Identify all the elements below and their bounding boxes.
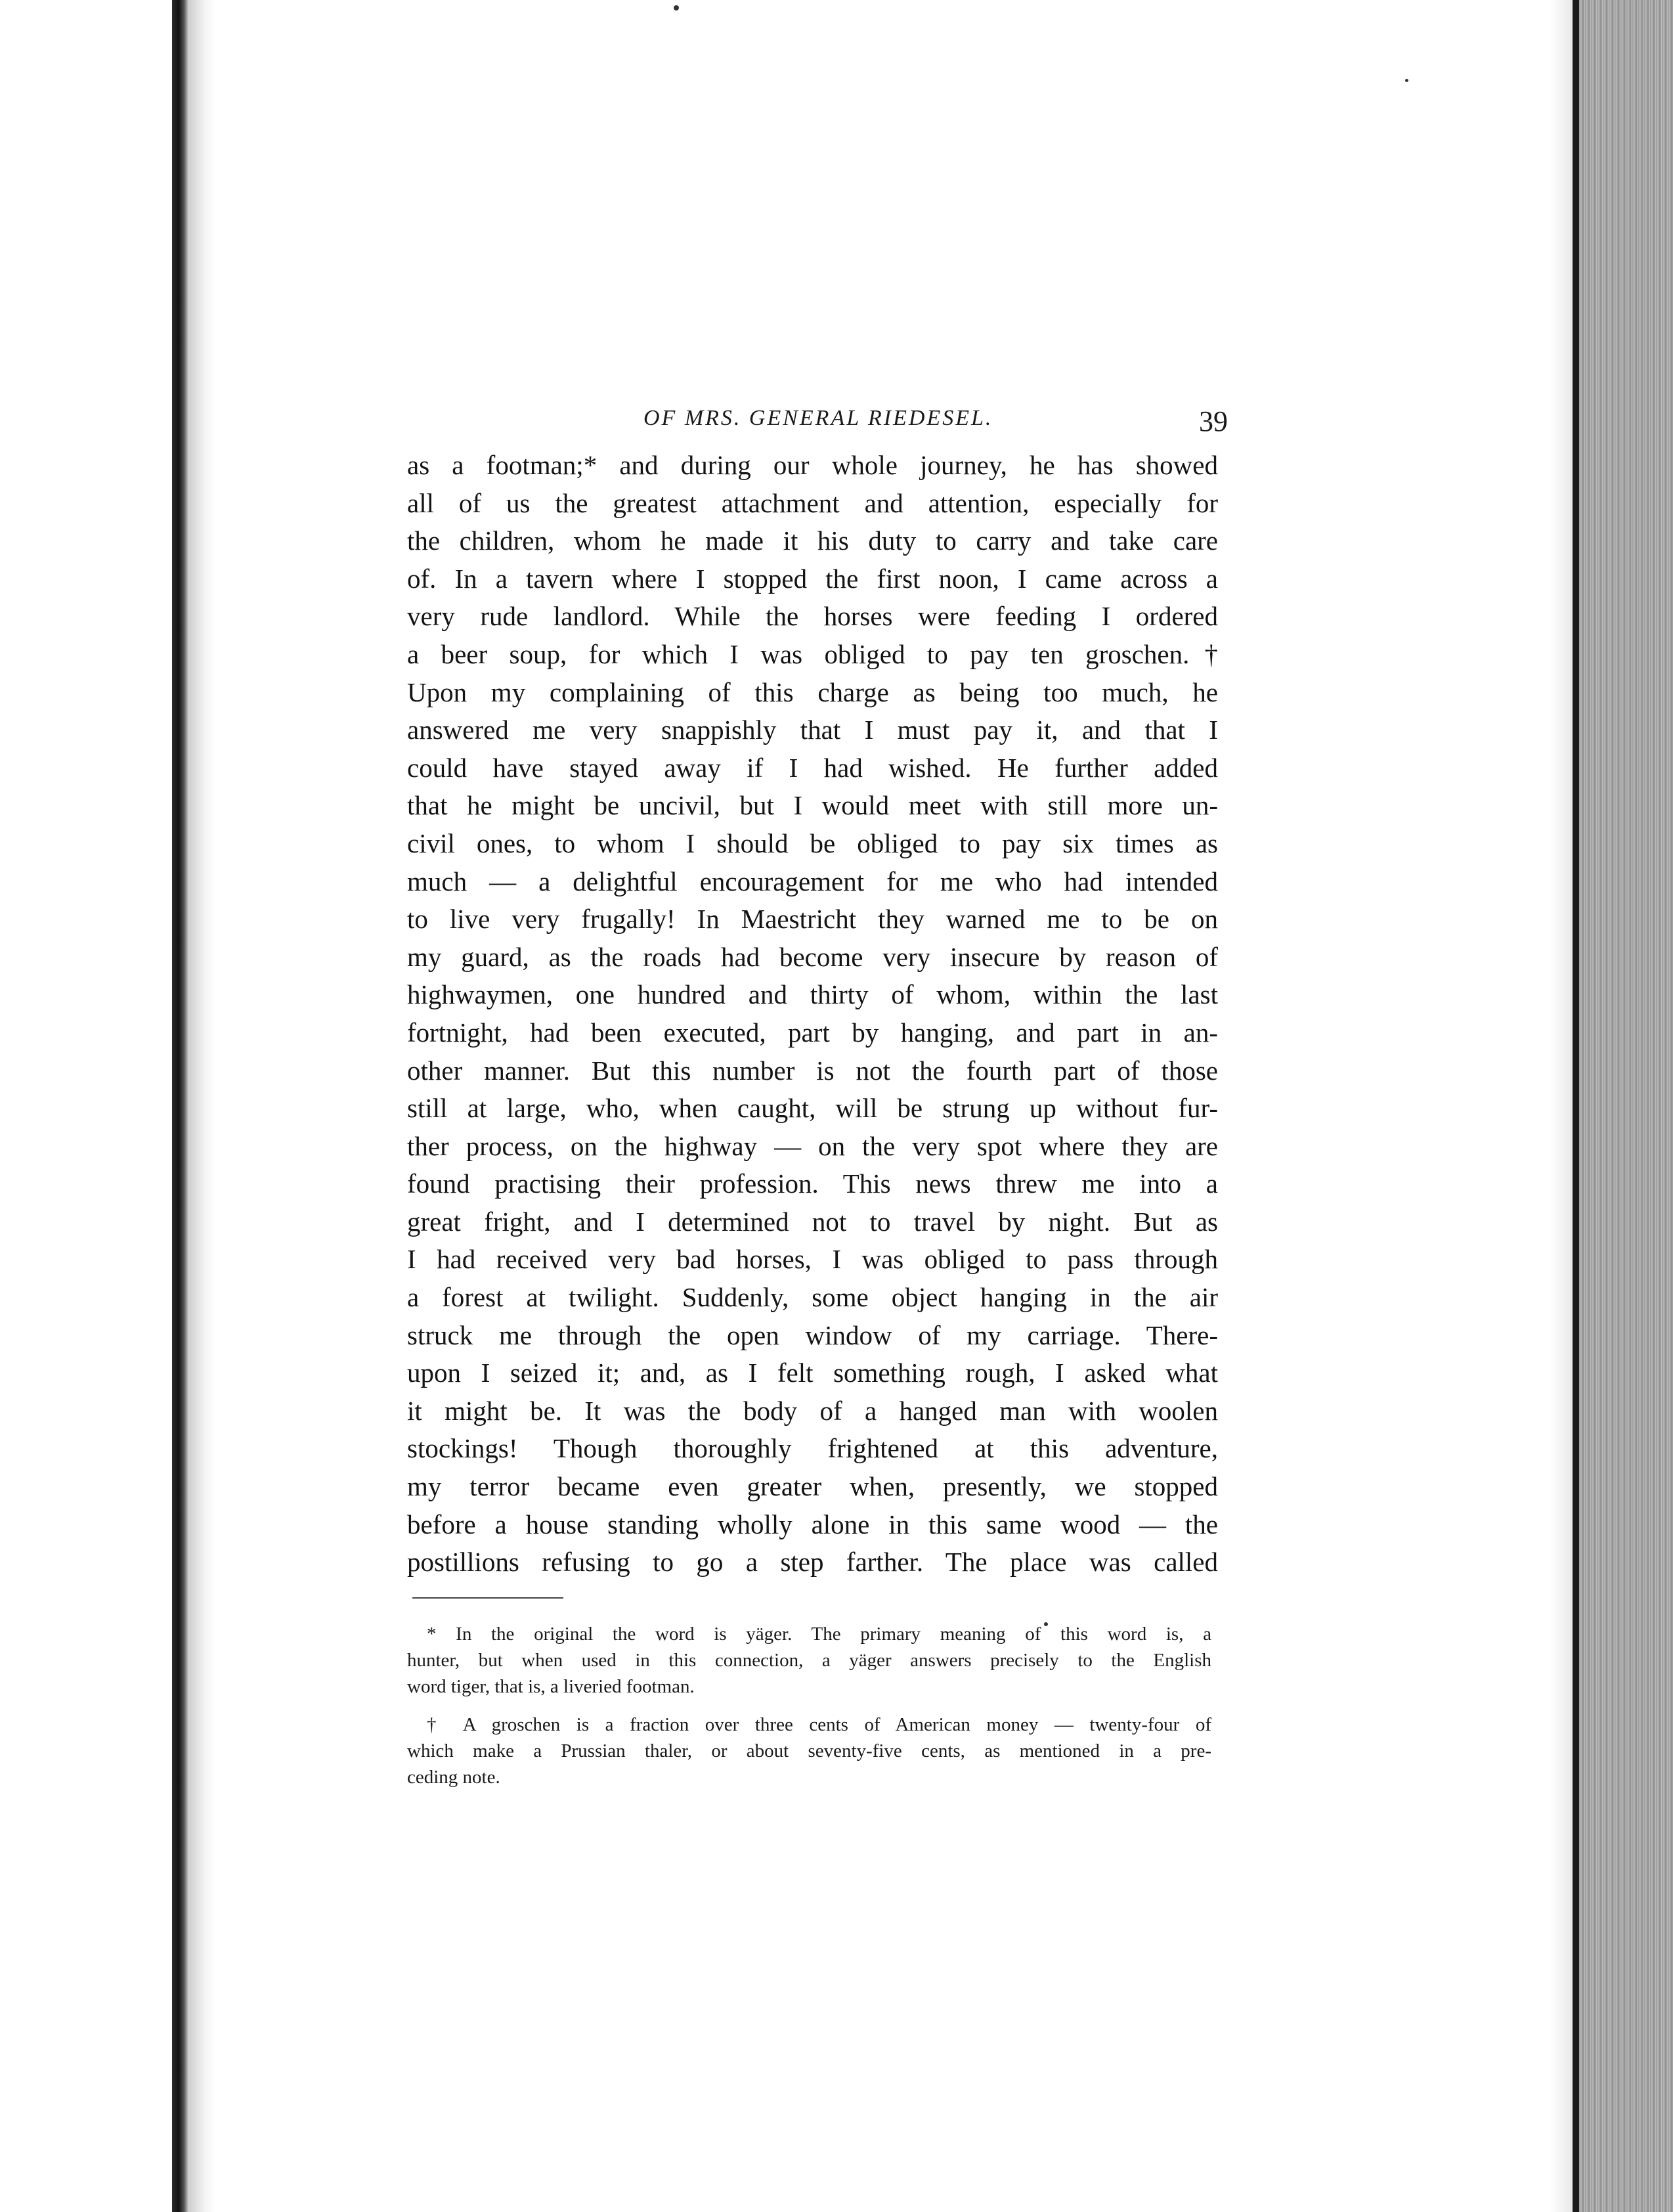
footnote-line: word tiger, that is, a liveried footman. xyxy=(407,1675,695,1697)
text-line: civil ones, to whom I should be obliged to pay six times as xyxy=(407,828,1218,858)
text-line: of. In a tavern where I stopped the first noon, I came across a xyxy=(407,563,1218,594)
page-number: 39 xyxy=(1199,405,1228,437)
text-line: my guard, as the roads had become very insecure by reason of xyxy=(407,941,1218,972)
text-line: the children, whom he made it his duty to carry and take care xyxy=(407,525,1218,556)
text-line: stockings! Though thoroughly frightened at this adventure, xyxy=(407,1433,1218,1464)
text-line: other manner. But this number is not the fourth part of those xyxy=(407,1055,1218,1086)
text-line: great fright, and I determined not to travel by night. But as xyxy=(407,1206,1218,1237)
text-line: answered me very snappishly that I must pay it, and that I xyxy=(407,715,1218,745)
text-line: very rude landlord. While the horses were feeding I ordered xyxy=(407,601,1218,632)
running-head xyxy=(407,394,1228,447)
text-line: much — a delightful encouragement for me who had intended xyxy=(407,866,1218,896)
text-line: found practising their profession. This news threw me into a xyxy=(407,1168,1218,1199)
footnote-line: which make a Prussian thaler, or about seventy-five cents, as mentioned in a pre- xyxy=(407,1740,1211,1761)
book-page xyxy=(407,394,1228,1790)
footnote-line: * In the original the word is yäger. The primary meaning of this word is, a xyxy=(427,1623,1211,1645)
text-line: my terror became even greater when, presently, we stopped xyxy=(407,1471,1218,1502)
text-line: I had received very bad horses, I was obliged to pass through xyxy=(407,1244,1218,1275)
scan-speck xyxy=(674,5,679,11)
footnote-line: † A groschen is a fraction over three cents of American money — twenty-four of xyxy=(427,1714,1211,1735)
footnote-groschen xyxy=(407,1712,1228,1790)
text-line: ther process, on the highway — on the very spot where they are xyxy=(407,1130,1218,1161)
text-line: highwaymen, one hundred and thirty of whom, within the last xyxy=(407,979,1218,1010)
right-edge-fade xyxy=(1550,0,1573,2212)
text-line: to live very frugally! In Maestricht they warned me to be on xyxy=(407,904,1218,935)
text-line: it might be. It was the body of a hanged man with woolen xyxy=(407,1395,1218,1426)
text-line: as a footman;* and during our whole journey, he has showed xyxy=(407,450,1218,480)
footnote-line: hunter, but when used in this connection, a yäger answers precisely to the English xyxy=(407,1649,1211,1671)
text-line: Upon my complaining of this charge as being too much, he xyxy=(407,676,1218,707)
running-title: OF MRS. GENERAL RIEDESEL. xyxy=(643,406,993,430)
text-line: fortnight, had been executed, part by hanging, and part in an- xyxy=(407,1017,1218,1048)
text-line: still at large, who, when caught, will be strung up without fur- xyxy=(407,1093,1218,1124)
body-text xyxy=(407,447,1228,1582)
text-line: postillions refusing to go a step farther. The place was called xyxy=(407,1547,1218,1578)
footnote-yager xyxy=(407,1621,1228,1700)
page-block-edge xyxy=(1579,0,1673,2212)
footnotes xyxy=(407,1621,1228,1790)
scan-speck xyxy=(1405,79,1408,82)
text-line: a forest at twilight. Suddenly, some object hanging in the air xyxy=(407,1282,1218,1313)
text-line: all of us the greatest attachment and attention, especially for xyxy=(407,487,1218,518)
footnote-rule xyxy=(412,1597,563,1599)
footnote-line: ceding note. xyxy=(407,1766,500,1788)
gutter-shadow xyxy=(189,0,215,2212)
text-line: a beer soup, for which I was obliged to pay ten groschen.† xyxy=(407,638,1218,669)
text-line: upon I seized it; and, as I felt something rough, I asked what xyxy=(407,1358,1218,1388)
text-line: could have stayed away if I had wished. He further added xyxy=(407,752,1218,783)
left-binding-edge xyxy=(172,0,189,2212)
text-line: struck me through the open window of my carriage. There- xyxy=(407,1319,1218,1350)
text-line: that he might be uncivil, but I would meet with still more un- xyxy=(407,790,1218,821)
text-line: before a house standing wholly alone in this same wood — the xyxy=(407,1509,1218,1539)
right-page-edge xyxy=(1573,0,1579,2212)
